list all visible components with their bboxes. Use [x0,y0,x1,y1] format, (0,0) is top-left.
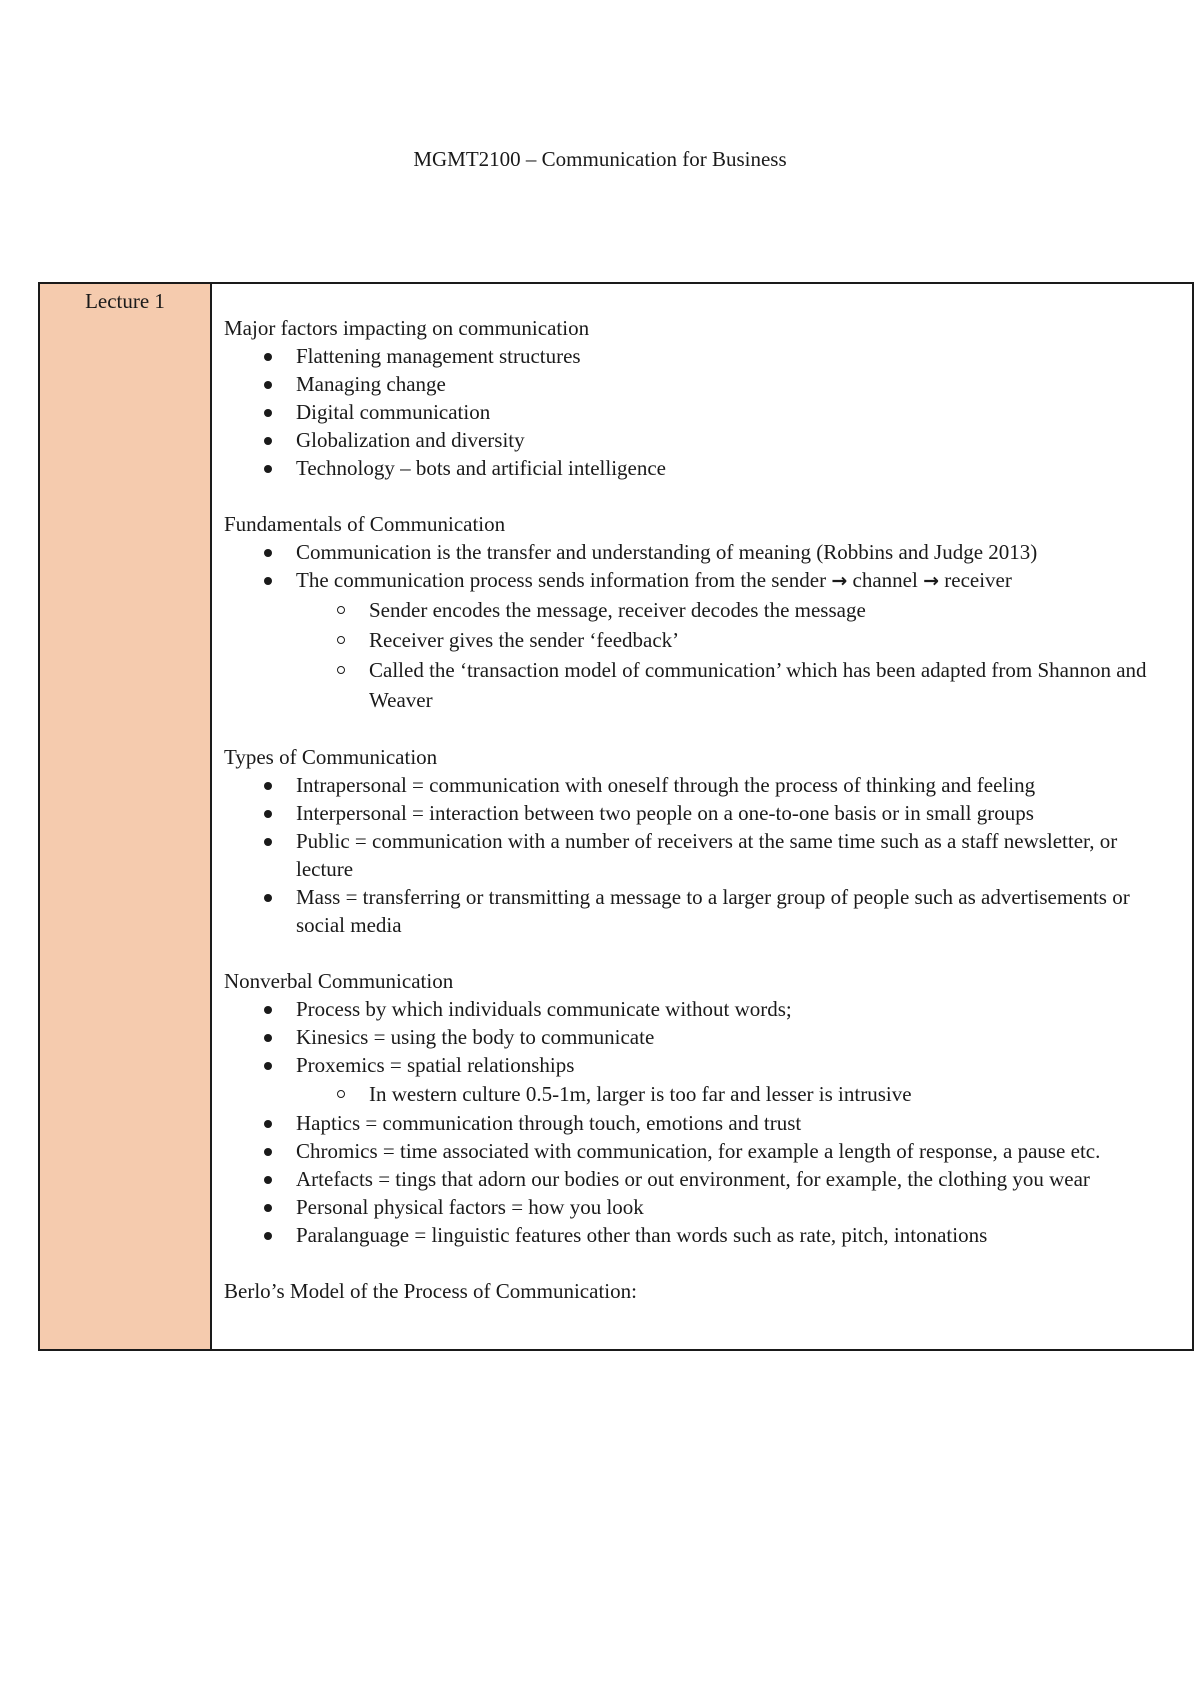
list-item: Digital communication [296,398,1172,426]
list-item: Public = communication with a number of receivers at the same time such as a staff newsletter, or lecture [296,827,1172,883]
document-title: MGMT2100 – Communication for Business [413,147,787,171]
section-fundamentals [224,510,1172,715]
list-item: Managing change [296,370,1172,398]
lecture-label: Lecture 1 [85,289,165,313]
list-item: Artefacts = tings that adorn our bodies or out environment, for example, the clothing you wear [296,1165,1172,1193]
sub-list-item: Receiver gives the sender ‘feedback’ [369,625,1172,655]
bullet-list [224,995,1172,1249]
list-item-text: channel [847,568,924,592]
sub-list-item: Called the ‘transaction model of communication’ which has been adapted from Shannon and Weaver [369,655,1172,715]
list-item: Flattening management structures [296,342,1172,370]
section-heading: Berlo’s Model of the Process of Communication: [224,1279,637,1303]
list-item [296,1051,1172,1109]
right-arrow-icon: → [923,570,939,592]
bullet-list [224,771,1172,939]
sub-bullet-list [296,595,1172,715]
list-item: Kinesics = using the body to communicate [296,1023,1172,1051]
bullet-list [224,342,1172,482]
bullet-list [224,538,1172,715]
lecture-label-cell [40,284,212,1349]
list-item: Intrapersonal = communication with oneself through the process of thinking and feeling [296,771,1172,799]
list-item-text: The communication process sends information from the sender [296,568,832,592]
list-item [296,566,1172,715]
list-item: Haptics = communication through touch, emotions and trust [296,1109,1172,1137]
lecture-notes-table [38,282,1194,1351]
list-item: Chromics = time associated with communication, for example a length of response, a pause etc. [296,1137,1172,1165]
list-item: Technology – bots and artificial intelligence [296,454,1172,482]
list-item: Paralanguage = linguistic features other than words such as rate, pitch, intonations [296,1221,1172,1249]
sub-list-item: Sender encodes the message, receiver decodes the message [369,595,1172,625]
list-item: Mass = transferring or transmitting a message to a larger group of people such as advertisements or social media [296,883,1172,939]
list-item-text: Proxemics = spatial relationships [296,1053,575,1077]
section-heading: Nonverbal Communication [224,969,454,993]
section-heading: Major factors impacting on communication [224,316,590,340]
section-berlo [224,1277,1172,1305]
lecture-content-cell [212,284,1192,1349]
sub-list-item: In western culture 0.5-1m, larger is too far and lesser is intrusive [369,1079,1172,1109]
section-heading: Fundamentals of Communication [224,512,506,536]
section-nonverbal [224,967,1172,1249]
section-major-factors [224,314,1172,482]
section-heading: Types of Communication [224,745,438,769]
list-item: Globalization and diversity [296,426,1172,454]
section-types [224,743,1172,939]
right-arrow-icon: → [831,570,848,592]
list-item: Communication is the transfer and understanding of meaning (Robbins and Judge 2013) [296,538,1172,566]
list-item: Personal physical factors = how you look [296,1193,1172,1221]
sub-bullet-list [296,1079,1172,1109]
list-item-text: receiver [939,568,1012,592]
list-item: Interpersonal = interaction between two people on a one-to-one basis or in small groups [296,799,1172,827]
list-item: Process by which individuals communicate without words; [296,995,1172,1023]
